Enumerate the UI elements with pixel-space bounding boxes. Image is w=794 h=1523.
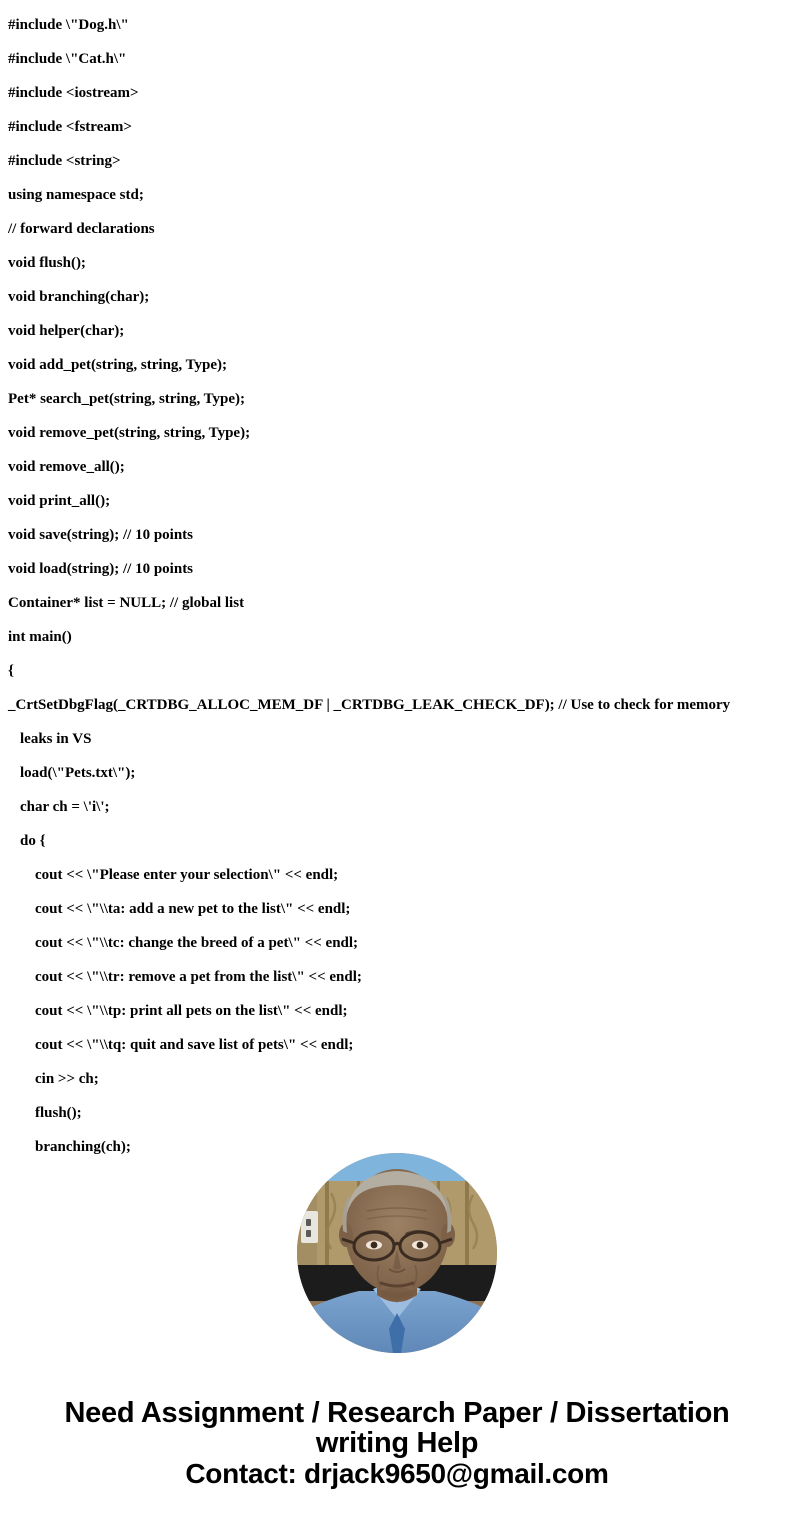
code-line: void helper(char); — [8, 323, 125, 339]
code-line: void remove_pet(string, string, Type); — [8, 425, 251, 441]
code-line: #include \"Cat.h\" — [8, 51, 127, 67]
avatar-portrait-illustration — [297, 1153, 497, 1353]
code-line: #include <string> — [8, 153, 121, 169]
promo-banner — [0, 1398, 794, 1489]
promo-line-2: writing Help — [315, 1427, 479, 1459]
code-line: void add_pet(string, string, Type); — [8, 357, 228, 373]
code-line: branching(ch); — [35, 1139, 131, 1155]
avatar — [297, 1153, 497, 1353]
code-line: cout << \"\\tp: print all pets on the list\" << endl; — [35, 1003, 348, 1019]
code-line: void branching(char); — [8, 289, 150, 305]
code-line: void remove_all(); — [8, 459, 125, 475]
code-line: // forward declarations — [8, 221, 155, 237]
code-line: _CrtSetDbgFlag(_CRTDBG_ALLOC_MEM_DF | _CRTDBG_LEAK_CHECK_DF); // Use to check for memory leaks in VS — [8, 697, 734, 747]
code-line: Container* list = NULL; // global list — [8, 595, 245, 611]
promo-contact-line: Contact: drjack9650@gmail.com — [185, 1458, 609, 1489]
code-line: flush(); — [35, 1105, 82, 1121]
promo-line-1: Need Assignment / Research Paper / Dissertation — [64, 1397, 730, 1429]
code-line: char ch = \'i\'; — [20, 799, 110, 815]
code-line: #include <iostream> — [8, 85, 139, 101]
code-line: void print_all(); — [8, 493, 111, 509]
code-line: cout << \"\\tq: quit and save list of pets\" << endl; — [35, 1037, 354, 1053]
code-line: void save(string); // 10 points — [8, 527, 194, 543]
code-line: { — [8, 663, 14, 679]
code-line: void load(string); // 10 points — [8, 561, 194, 577]
code-line: cout << \"Please enter your selection\" << endl; — [35, 867, 339, 883]
code-line: cin >> ch; — [35, 1071, 99, 1087]
code-line: #include <fstream> — [8, 119, 132, 135]
code-line: do { — [20, 833, 46, 849]
avatar-image — [297, 1153, 497, 1353]
code-line: cout << \"\\tc: change the breed of a pet\" << endl; — [35, 935, 359, 951]
code-line: Pet* search_pet(string, string, Type); — [8, 391, 246, 407]
code-line: int main() — [8, 629, 72, 645]
code-line: #include \"Dog.h\" — [8, 17, 129, 33]
code-line: cout << \"\\ta: add a new pet to the list\" << endl; — [35, 901, 351, 917]
code-line: load(\"Pets.txt\"); — [20, 765, 136, 781]
code-line: cout << \"\\tr: remove a pet from the list\" << endl; — [35, 969, 362, 985]
code-line: void flush(); — [8, 255, 86, 271]
code-line: using namespace std; — [8, 187, 144, 203]
